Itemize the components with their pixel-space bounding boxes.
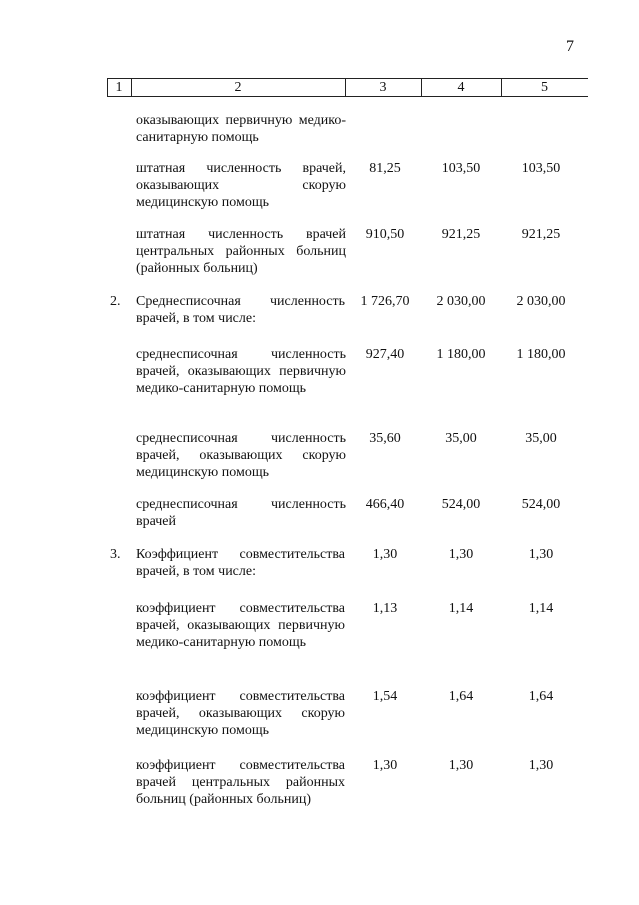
value-col-4: 35,00 (445, 431, 477, 446)
value-col-5: 1 180,00 (516, 347, 566, 362)
value-col-5: 524,00 (521, 497, 561, 512)
header-col-5: 5 (541, 80, 548, 95)
value-col-3: 1,30 (372, 547, 398, 562)
value-col-3: 1,30 (372, 758, 398, 773)
header-col-4: 4 (457, 80, 465, 95)
row-label: коэффициент совместительства врачей, оказывающих скорую медицинскую помощь (136, 689, 345, 738)
row-label: Коэффициент совместительства врачей, в том числе: (136, 547, 345, 579)
value-col-4: 921,25 (441, 227, 481, 242)
item-number: 2. (110, 294, 121, 309)
row-label: коэффициент совместительства врачей центральных районных больниц (районных больниц) (136, 758, 345, 807)
page-number: 7 (566, 38, 574, 55)
value-col-5: 1,30 (528, 758, 554, 773)
value-col-3: 1 726,70 (360, 294, 410, 309)
row-label: штатная численность врачей центральных районных больниц (районных больниц) (136, 227, 346, 276)
value-col-5: 921,25 (521, 227, 561, 242)
value-col-4: 1,30 (448, 758, 474, 773)
value-col-3: 35,60 (369, 431, 401, 446)
value-col-4: 2 030,00 (436, 294, 486, 309)
header-col-2: 2 (234, 80, 242, 95)
value-col-3: 927,40 (365, 347, 405, 362)
value-col-4: 1,14 (448, 601, 474, 616)
row-label: среднесписочная численность врачей, оказывающих первичную медико-санитарную помощь (136, 347, 346, 396)
value-col-3: 1,54 (372, 689, 398, 704)
header-col-3: 3 (379, 80, 387, 95)
header-col-1: 1 (115, 80, 123, 95)
value-col-5: 35,00 (525, 431, 557, 446)
value-col-5: 1,64 (528, 689, 554, 704)
row-label: коэффициент совместительства врачей, оказывающих первичную медико-санитарную помощь (136, 601, 345, 650)
value-col-5: 2 030,00 (516, 294, 566, 309)
value-col-5: 1,14 (528, 601, 554, 616)
value-col-3: 466,40 (365, 497, 405, 512)
value-col-4: 524,00 (441, 497, 481, 512)
value-col-5: 1,30 (528, 547, 554, 562)
item-number: 3. (110, 547, 121, 562)
value-col-4: 1 180,00 (436, 347, 486, 362)
value-col-5: 103,50 (521, 161, 561, 176)
row-label: Среднесписочная численность врачей, в том числе: (136, 294, 345, 326)
value-col-3: 910,50 (365, 227, 405, 242)
row-label: среднесписочная численность врачей, оказывающих скорую медицинскую помощь (136, 431, 346, 480)
row-label: оказывающих первичную медико-санитарную помощь (136, 113, 346, 145)
value-col-4: 1,30 (448, 547, 474, 562)
value-col-3: 81,25 (369, 161, 401, 176)
row-label: среднесписочная численность врачей (136, 497, 346, 529)
value-col-4: 103,50 (441, 161, 481, 176)
value-col-4: 1,64 (448, 689, 474, 704)
table-header-row (107, 78, 588, 97)
value-col-3: 1,13 (372, 601, 398, 616)
row-label: штатная численность врачей, оказывающих скорую медицинскую помощь (136, 161, 346, 210)
